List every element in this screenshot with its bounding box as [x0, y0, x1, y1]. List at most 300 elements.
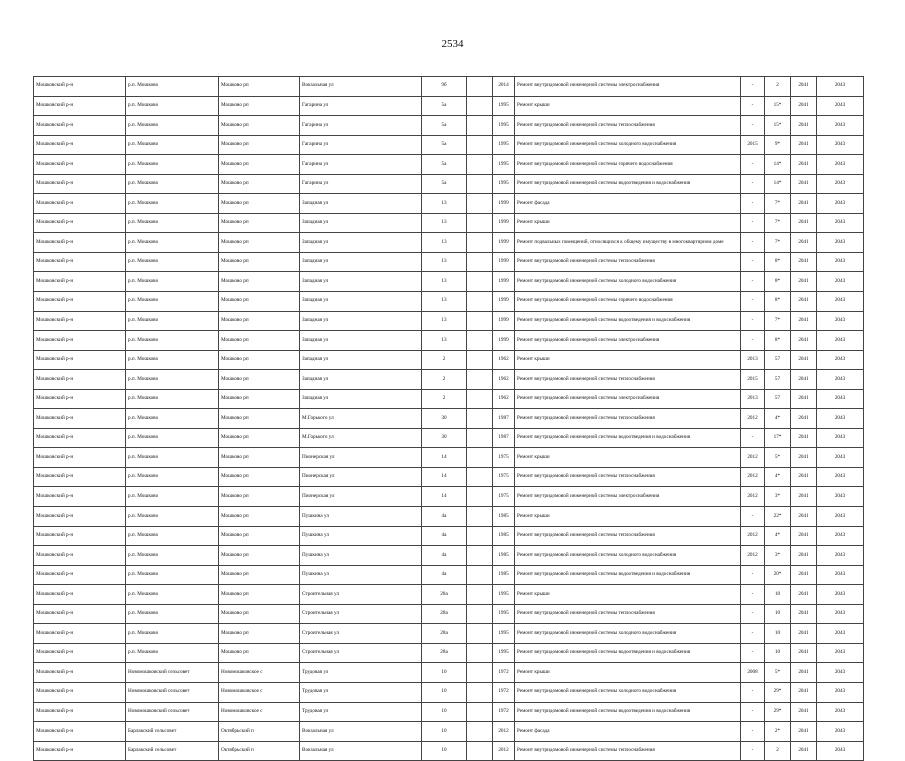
cell-settlement: р.п. Мошково [126, 116, 219, 136]
table-body [34, 77, 864, 761]
cell-last-repair: - [741, 585, 765, 605]
cell-locality: Мошково рп [219, 331, 300, 351]
cell-street: Вокзальная ул [300, 741, 422, 761]
cell-building [467, 702, 493, 722]
cell-work-type: Ремонт внутридомовой инженерной системы теплоснабжения [515, 526, 741, 546]
cell-house: 4а [422, 546, 467, 566]
table-row [34, 467, 864, 487]
cell-settlement: р.п. Мошково [126, 409, 219, 429]
cell-district: Мошковский р-н [34, 252, 126, 272]
cell-building [467, 448, 493, 468]
cell-last-repair: - [741, 311, 765, 331]
cell-house: 5а [422, 135, 467, 155]
cell-district: Мошковский р-н [34, 604, 126, 624]
cell-wear: 4* [765, 526, 791, 546]
cell-work-type: Ремонт внутридомовой инженерной системы холодного водоснабжения [515, 135, 741, 155]
cell-building [467, 252, 493, 272]
cell-plan-end: 2043 [817, 643, 864, 663]
cell-building [467, 350, 493, 370]
cell-settlement: р.п. Мошково [126, 428, 219, 448]
cell-year: 1999 [493, 213, 515, 233]
cell-house: 2 [422, 389, 467, 409]
cell-wear: 3* [765, 487, 791, 507]
cell-street: М.Горького ул [300, 409, 422, 429]
cell-building [467, 194, 493, 214]
table-row [34, 526, 864, 546]
cell-locality: Мошково рп [219, 546, 300, 566]
cell-district: Мошковский р-н [34, 116, 126, 136]
cell-wear: 5* [765, 448, 791, 468]
cell-district: Мошковский р-н [34, 546, 126, 566]
cell-wear: 17* [765, 428, 791, 448]
cell-street: Вокзальная ул [300, 722, 422, 742]
cell-building [467, 565, 493, 585]
repair-schedule-table [33, 76, 864, 761]
cell-wear: 8* [765, 272, 791, 292]
cell-plan-end: 2043 [817, 585, 864, 605]
cell-work-type: Ремонт внутридомовой инженерной системы теплоснабжения [515, 467, 741, 487]
cell-work-type: Ремонт подвальных помещений, относящихся к общему имуществу в многоквартирном доме [515, 233, 741, 253]
cell-locality: Мошково рп [219, 135, 300, 155]
cell-district: Мошковский р-н [34, 194, 126, 214]
cell-district: Мошковский р-н [34, 155, 126, 175]
cell-building [467, 604, 493, 624]
cell-building [467, 116, 493, 136]
cell-locality: Новомошковское с [219, 702, 300, 722]
cell-district: Мошковский р-н [34, 526, 126, 546]
cell-last-repair: - [741, 272, 765, 292]
cell-wear: 7* [765, 194, 791, 214]
cell-work-type: Ремонт внутридомовой инженерной системы водоотведения и водоснабжения [515, 643, 741, 663]
cell-house: 2 [422, 370, 467, 390]
cell-wear: 14* [765, 155, 791, 175]
table-row [34, 722, 864, 742]
cell-house: 14 [422, 487, 467, 507]
cell-plan-end: 2043 [817, 507, 864, 527]
cell-plan-end: 2043 [817, 174, 864, 194]
cell-plan-start: 2041 [791, 507, 817, 527]
cell-plan-end: 2043 [817, 702, 864, 722]
cell-district: Мошковский р-н [34, 428, 126, 448]
cell-wear: 4* [765, 409, 791, 429]
cell-district: Мошковский р-н [34, 585, 126, 605]
page-number: 2534 [441, 38, 464, 50]
cell-street: Пушкина ул [300, 507, 422, 527]
cell-last-repair: - [741, 116, 765, 136]
cell-plan-end: 2043 [817, 233, 864, 253]
cell-district: Мошковский р-н [34, 311, 126, 331]
cell-locality: Мошково рп [219, 116, 300, 136]
cell-settlement: р.п. Мошково [126, 194, 219, 214]
cell-plan-end: 2043 [817, 389, 864, 409]
cell-year: 2012 [493, 741, 515, 761]
cell-house: 5а [422, 155, 467, 175]
cell-plan-end: 2043 [817, 565, 864, 585]
cell-plan-end: 2043 [817, 624, 864, 644]
table-row [34, 233, 864, 253]
cell-plan-start: 2041 [791, 682, 817, 702]
cell-last-repair: - [741, 194, 765, 214]
cell-house: 30 [422, 409, 467, 429]
cell-locality: Мошково рп [219, 350, 300, 370]
cell-building [467, 428, 493, 448]
cell-building [467, 77, 493, 97]
cell-last-repair: - [741, 722, 765, 742]
cell-year: 1985 [493, 565, 515, 585]
table-row [34, 194, 864, 214]
cell-plan-end: 2043 [817, 135, 864, 155]
cell-settlement: р.п. Мошково [126, 565, 219, 585]
cell-house: 13 [422, 233, 467, 253]
cell-plan-end: 2043 [817, 77, 864, 97]
cell-last-repair: 2012 [741, 409, 765, 429]
cell-house: 9б [422, 77, 467, 97]
cell-last-repair: - [741, 604, 765, 624]
cell-year: 1995 [493, 96, 515, 116]
cell-last-repair: 2015 [741, 370, 765, 390]
cell-plan-end: 2043 [817, 409, 864, 429]
cell-settlement: р.п. Мошково [126, 252, 219, 272]
cell-work-type: Ремонт крыши [515, 350, 741, 370]
cell-plan-end: 2043 [817, 487, 864, 507]
cell-locality: Мошково рп [219, 487, 300, 507]
cell-building [467, 526, 493, 546]
cell-district: Мошковский р-н [34, 507, 126, 527]
cell-street: Пушкина ул [300, 526, 422, 546]
cell-year: 1999 [493, 292, 515, 312]
table-row [34, 331, 864, 351]
cell-house: 10 [422, 722, 467, 742]
cell-street: Западная ул [300, 292, 422, 312]
cell-year: 1975 [493, 487, 515, 507]
cell-locality: Мошково рп [219, 526, 300, 546]
table-row [34, 252, 864, 272]
table-row [34, 389, 864, 409]
cell-street: Западная ул [300, 194, 422, 214]
cell-wear: 10 [765, 624, 791, 644]
cell-last-repair: - [741, 233, 765, 253]
cell-year: 1995 [493, 135, 515, 155]
cell-plan-start: 2041 [791, 428, 817, 448]
cell-year: 1999 [493, 252, 515, 272]
cell-plan-end: 2043 [817, 663, 864, 683]
cell-last-repair: - [741, 624, 765, 644]
cell-work-type: Ремонт внутридомовой инженерной системы холодного водоснабжения [515, 546, 741, 566]
cell-plan-start: 2041 [791, 292, 817, 312]
cell-locality: Мошково рп [219, 604, 300, 624]
cell-building [467, 585, 493, 605]
cell-plan-start: 2041 [791, 624, 817, 644]
cell-wear: 7* [765, 311, 791, 331]
cell-locality: Мошково рп [219, 174, 300, 194]
cell-wear: 14* [765, 174, 791, 194]
cell-plan-start: 2041 [791, 370, 817, 390]
cell-work-type: Ремонт внутридомовой инженерной системы электроснабжения [515, 77, 741, 97]
cell-wear: 57 [765, 389, 791, 409]
cell-settlement: р.п. Мошково [126, 448, 219, 468]
cell-work-type: Ремонт внутридомовой инженерной системы холодного водоснабжения [515, 272, 741, 292]
cell-wear: 15* [765, 96, 791, 116]
cell-building [467, 682, 493, 702]
table-row [34, 370, 864, 390]
cell-last-repair: 2013 [741, 389, 765, 409]
cell-district: Мошковский р-н [34, 467, 126, 487]
table-row [34, 682, 864, 702]
cell-year: 1962 [493, 389, 515, 409]
cell-settlement: р.п. Мошково [126, 135, 219, 155]
cell-street: Пионерская ул [300, 487, 422, 507]
cell-district: Мошковский р-н [34, 135, 126, 155]
cell-street: Западная ул [300, 389, 422, 409]
cell-locality: Мошково рп [219, 409, 300, 429]
cell-building [467, 389, 493, 409]
cell-year: 1972 [493, 702, 515, 722]
cell-locality: Октябрьский п [219, 741, 300, 761]
cell-last-repair: - [741, 292, 765, 312]
cell-plan-start: 2041 [791, 155, 817, 175]
cell-street: Западная ул [300, 233, 422, 253]
cell-year: 1975 [493, 448, 515, 468]
cell-wear: 10 [765, 585, 791, 605]
table-row [34, 546, 864, 566]
cell-building [467, 174, 493, 194]
cell-settlement: р.п. Мошково [126, 233, 219, 253]
cell-wear: 4* [765, 467, 791, 487]
cell-wear: 7* [765, 213, 791, 233]
cell-work-type: Ремонт внутридомовой инженерной системы холодного водоснабжения [515, 624, 741, 644]
cell-last-repair: - [741, 96, 765, 116]
cell-building [467, 409, 493, 429]
cell-plan-start: 2041 [791, 565, 817, 585]
cell-settlement: р.п. Мошково [126, 389, 219, 409]
cell-plan-start: 2041 [791, 409, 817, 429]
cell-settlement: р.п. Мошково [126, 155, 219, 175]
cell-plan-start: 2041 [791, 174, 817, 194]
cell-house: 13 [422, 194, 467, 214]
cell-locality: Мошково рп [219, 96, 300, 116]
cell-house: 13 [422, 213, 467, 233]
table-row [34, 585, 864, 605]
cell-last-repair: 2012 [741, 487, 765, 507]
cell-plan-end: 2043 [817, 428, 864, 448]
cell-plan-end: 2043 [817, 526, 864, 546]
cell-locality: Мошково рп [219, 155, 300, 175]
table-row [34, 77, 864, 97]
cell-work-type: Ремонт внутридомовой инженерной системы теплоснабжения [515, 252, 741, 272]
cell-year: 1972 [493, 682, 515, 702]
table-row [34, 409, 864, 429]
cell-district: Мошковский р-н [34, 409, 126, 429]
cell-plan-start: 2041 [791, 702, 817, 722]
cell-settlement: р.п. Мошково [126, 546, 219, 566]
cell-plan-start: 2041 [791, 663, 817, 683]
cell-building [467, 135, 493, 155]
cell-district: Мошковский р-н [34, 350, 126, 370]
cell-house: 13 [422, 272, 467, 292]
cell-district: Мошковский р-н [34, 741, 126, 761]
cell-wear: 29* [765, 682, 791, 702]
cell-work-type: Ремонт внутридомовой инженерной системы теплоснабжения [515, 741, 741, 761]
table-row [34, 624, 864, 644]
table-row [34, 487, 864, 507]
cell-work-type: Ремонт крыши [515, 213, 741, 233]
cell-district: Мошковский р-н [34, 331, 126, 351]
cell-work-type: Ремонт внутридомовой инженерной системы горячего водоснабжения [515, 292, 741, 312]
cell-district: Мошковский р-н [34, 682, 126, 702]
cell-building [467, 467, 493, 487]
table-row [34, 643, 864, 663]
cell-building [467, 155, 493, 175]
cell-street: Западная ул [300, 252, 422, 272]
cell-year: 1995 [493, 174, 515, 194]
cell-year: 1985 [493, 546, 515, 566]
cell-building [467, 213, 493, 233]
cell-settlement: Барлакский сельсовет [126, 722, 219, 742]
cell-settlement: р.п. Мошково [126, 467, 219, 487]
cell-house: 28а [422, 585, 467, 605]
cell-plan-end: 2043 [817, 604, 864, 624]
cell-wear: 2* [765, 722, 791, 742]
cell-house: 10 [422, 663, 467, 683]
cell-wear: 8* [765, 252, 791, 272]
cell-work-type: Ремонт внутридомовой инженерной системы водоотведения и водоснабжения [515, 702, 741, 722]
cell-house: 13 [422, 311, 467, 331]
cell-district: Мошковский р-н [34, 624, 126, 644]
cell-house: 10 [422, 702, 467, 722]
cell-year: 1985 [493, 507, 515, 527]
cell-locality: Мошково рп [219, 565, 300, 585]
cell-street: Строительная ул [300, 643, 422, 663]
cell-wear: 2 [765, 77, 791, 97]
cell-plan-start: 2041 [791, 448, 817, 468]
cell-district: Мошковский р-н [34, 292, 126, 312]
cell-locality: Мошково рп [219, 624, 300, 644]
table-row [34, 702, 864, 722]
cell-building [467, 331, 493, 351]
cell-locality: Мошково рп [219, 428, 300, 448]
cell-house: 10 [422, 682, 467, 702]
cell-locality: Мошково рп [219, 252, 300, 272]
cell-district: Мошковский р-н [34, 389, 126, 409]
cell-building [467, 292, 493, 312]
cell-wear: 29* [765, 702, 791, 722]
cell-year: 1999 [493, 311, 515, 331]
cell-year: 1995 [493, 116, 515, 136]
cell-plan-start: 2041 [791, 722, 817, 742]
cell-house: 10 [422, 741, 467, 761]
cell-locality: Мошково рп [219, 643, 300, 663]
cell-plan-end: 2043 [817, 311, 864, 331]
cell-plan-end: 2043 [817, 722, 864, 742]
cell-house: 14 [422, 448, 467, 468]
cell-house: 4а [422, 507, 467, 527]
cell-locality: Новомошковское с [219, 663, 300, 683]
cell-district: Мошковский р-н [34, 370, 126, 390]
cell-work-type: Ремонт крыши [515, 585, 741, 605]
cell-locality: Мошково рп [219, 585, 300, 605]
cell-last-repair: 2013 [741, 350, 765, 370]
cell-work-type: Ремонт внутридомовой инженерной системы водоотведения и водоснабжения [515, 311, 741, 331]
table-row [34, 565, 864, 585]
cell-wear: 10 [765, 604, 791, 624]
cell-district: Мошковский р-н [34, 722, 126, 742]
table-row [34, 174, 864, 194]
cell-plan-end: 2043 [817, 546, 864, 566]
cell-house: 4а [422, 565, 467, 585]
cell-plan-end: 2043 [817, 370, 864, 390]
cell-last-repair: 2012 [741, 467, 765, 487]
cell-plan-start: 2041 [791, 546, 817, 566]
cell-building [467, 741, 493, 761]
cell-last-repair: - [741, 741, 765, 761]
cell-plan-end: 2043 [817, 213, 864, 233]
cell-district: Мошковский р-н [34, 565, 126, 585]
cell-building [467, 546, 493, 566]
cell-house: 14 [422, 467, 467, 487]
cell-settlement: р.п. Мошково [126, 526, 219, 546]
cell-street: Строительная ул [300, 604, 422, 624]
cell-street: Гагарина ул [300, 174, 422, 194]
cell-street: Гагарина ул [300, 116, 422, 136]
cell-year: 1999 [493, 233, 515, 253]
cell-street: Пионерская ул [300, 448, 422, 468]
cell-street: Вокзальная ул [300, 77, 422, 97]
cell-plan-start: 2041 [791, 604, 817, 624]
table-row [34, 448, 864, 468]
cell-plan-start: 2041 [791, 96, 817, 116]
cell-work-type: Ремонт крыши [515, 96, 741, 116]
cell-plan-end: 2043 [817, 350, 864, 370]
cell-house: 2 [422, 350, 467, 370]
cell-locality: Мошково рп [219, 311, 300, 331]
cell-work-type: Ремонт фасада [515, 194, 741, 214]
cell-wear: 5* [765, 663, 791, 683]
cell-plan-start: 2041 [791, 331, 817, 351]
cell-last-repair: - [741, 213, 765, 233]
cell-locality: Мошково рп [219, 370, 300, 390]
cell-work-type: Ремонт внутридомовой инженерной системы холодного водоснабжения [515, 682, 741, 702]
cell-plan-end: 2043 [817, 116, 864, 136]
cell-wear: 3* [765, 546, 791, 566]
cell-wear: 7* [765, 233, 791, 253]
cell-district: Мошковский р-н [34, 487, 126, 507]
cell-street: Западная ул [300, 370, 422, 390]
cell-work-type: Ремонт внутридомовой инженерной системы теплоснабжения [515, 370, 741, 390]
cell-last-repair: - [741, 174, 765, 194]
cell-year: 1995 [493, 604, 515, 624]
cell-street: Трудовая ул [300, 663, 422, 683]
cell-last-repair: - [741, 643, 765, 663]
cell-work-type: Ремонт крыши [515, 507, 741, 527]
cell-plan-start: 2041 [791, 252, 817, 272]
table-row [34, 155, 864, 175]
cell-house: 28а [422, 624, 467, 644]
cell-last-repair: 2015 [741, 135, 765, 155]
cell-locality: Мошково рп [219, 213, 300, 233]
cell-year: 1995 [493, 155, 515, 175]
cell-district: Мошковский р-н [34, 272, 126, 292]
cell-year: 1987 [493, 428, 515, 448]
cell-district: Мошковский р-н [34, 174, 126, 194]
cell-work-type: Ремонт внутридомовой инженерной системы теплоснабжения [515, 409, 741, 429]
cell-settlement: р.п. Мошково [126, 174, 219, 194]
cell-house: 4а [422, 526, 467, 546]
table-row [34, 663, 864, 683]
cell-wear: 57 [765, 370, 791, 390]
cell-street: Западная ул [300, 272, 422, 292]
cell-plan-end: 2043 [817, 448, 864, 468]
cell-work-type: Ремонт внутридомовой инженерной системы электроснабжения [515, 487, 741, 507]
